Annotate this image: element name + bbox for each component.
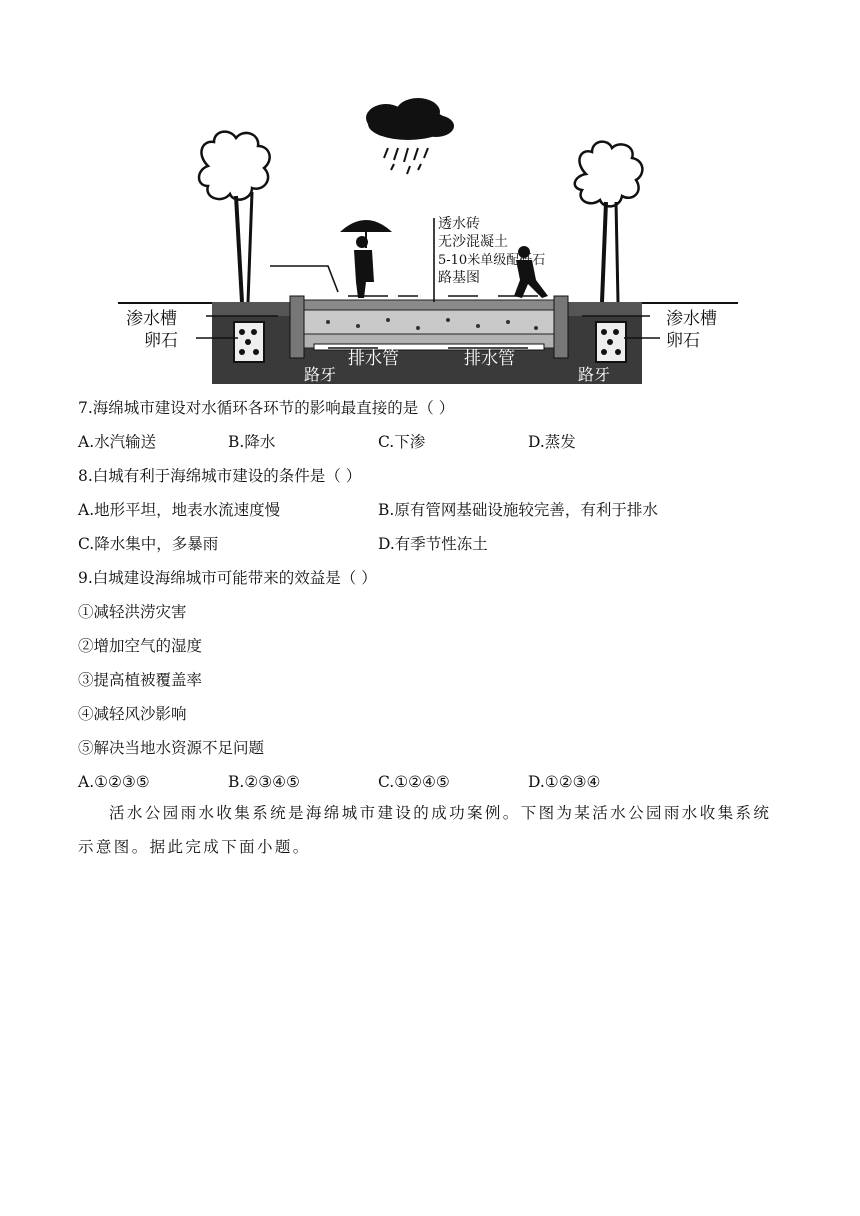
label-graded-gravel: 5-10米单级配砾石: [438, 253, 546, 268]
q9-statement-4: ④减轻风沙影响: [78, 705, 187, 723]
q8-option-a: A.地形平坦，地表水流速度慢: [78, 501, 281, 519]
q8-option-b: B.原有管网基础设施较完善，有利于排水: [378, 501, 658, 519]
q9-statement-3: ③提高植被覆盖率: [78, 671, 203, 689]
label-curb-right: 路牙: [578, 365, 611, 384]
q9-statement-1: ①减轻洪涝灾害: [78, 603, 187, 621]
tree-left-icon: [199, 132, 270, 302]
label-drain-pipe-right: 排水管: [464, 349, 515, 369]
label-pebble-left: 卵石: [144, 331, 178, 351]
q7-option-d: D.蒸发: [528, 433, 576, 451]
sponge-city-road-diagram: [118, 96, 738, 388]
label-pebble-right: 卵石: [666, 331, 700, 351]
person-with-umbrella-icon: [340, 220, 392, 298]
label-permeable-brick: 透水砖: [438, 216, 480, 232]
label-seepage-trough-right: 渗水槽: [666, 309, 717, 329]
label-no-fines-concrete: 无沙混凝土: [438, 234, 508, 250]
q9-statement-5: ⑤解决当地水资源不足问题: [78, 739, 265, 757]
label-subgrade: 路基图: [438, 270, 480, 286]
q7-option-a: A.水汽输送: [78, 433, 157, 451]
rain-cloud-icon: [366, 98, 454, 174]
label-curb-left: 路牙: [304, 365, 337, 384]
intro-paragraph: 活水公园雨水收集系统是海绵城市建设的成功案例。下图为某活水公园雨水收集系统示意图。据此完成下面小题。: [78, 804, 772, 856]
q8-option-d: D.有季节性冻土: [378, 535, 488, 553]
label-drain-pipe-left: 排水管: [348, 349, 399, 369]
label-seepage-trough-left: 渗水槽: [126, 309, 177, 329]
q7-option-c: C.下渗: [378, 433, 426, 451]
tree-right-icon: [575, 142, 643, 302]
q9-option-d: D.①②③④: [528, 773, 601, 791]
q9-option-a: A.①②③⑤: [78, 773, 150, 791]
question-7-stem: 7.海绵城市建设对水循环各环节的影响最直接的是（ ）: [78, 399, 455, 417]
question-9-stem: 9.白城建设海绵城市可能带来的效益是（ ）: [78, 569, 377, 587]
q9-option-b: B.②③④⑤: [228, 773, 300, 791]
q9-statement-2: ②增加空气的湿度: [78, 637, 203, 655]
q8-option-c: C.降水集中，多暴雨: [78, 535, 219, 553]
q9-option-c: C.①②④⑤: [378, 773, 450, 791]
question-8-stem: 8.白城有利于海绵城市建设的条件是（ ）: [78, 467, 362, 485]
q7-option-b: B.降水: [228, 433, 276, 451]
